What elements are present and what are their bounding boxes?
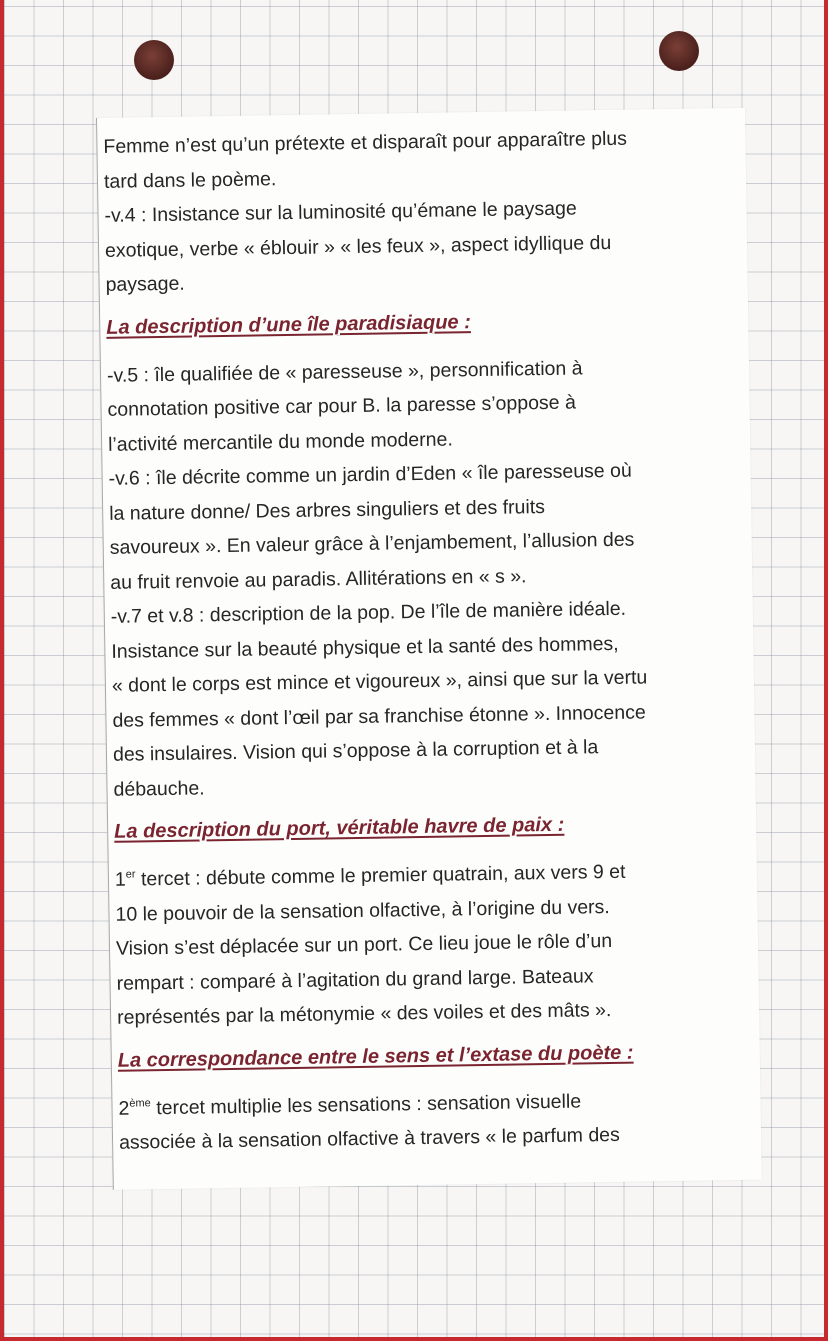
section-heading-correspondence: La correspondance entre le sens et l’extase du poète : [117,1041,634,1072]
section-heading-island: La description d’une île paradisiaque : [106,310,471,339]
intro-line: Femme n’est qu’un prétexte et disparaît pour apparaître plus [103,127,628,158]
red-margin-bottom [0,1337,828,1341]
body-line: connotation positive car pour B. la paresse s’oppose à [107,391,576,421]
ordinal-suffix: ème [129,1096,151,1110]
body-line: -v.6 : île décrite comme un jardin d’Eden « île paresseuse où [108,459,632,490]
ordinal-suffix: er [125,868,136,881]
section-heading-port: La description du port, véritable havre de paix : [114,813,565,843]
body-line: savoureux ». En valeur grâce à l’enjambement, l’allusion des [109,528,635,559]
punch-hole-right [659,31,699,71]
body-line: au fruit renvoie au paradis. Allitérations en « s ». [110,564,527,594]
body-line: associée à la sensation olfactive à travers « le parfum des [118,1123,620,1154]
notes-card [96,108,762,1190]
intro-line: tard dans le poème. [103,167,277,193]
intro-line: exotique, verbe « éblouir » « les feux », aspect idyllique du [104,231,612,262]
body-line: représentés par la métonymie « des voiles et des mâts ». [116,999,612,1029]
body-line: -v.5 : île qualifiée de « paresseuse », personnification à [106,356,583,387]
red-margin-left [0,0,4,1341]
intro-line: paysage. [105,272,185,296]
body-line-text: tercet multiplie les sensations : sensation visuelle [150,1090,582,1119]
body-line: Vision s’est déplacée sur un port. Ce lieu joue le rôle d’un [115,929,613,960]
body-line: Insistance sur la beauté physique et la santé des hommes, [111,632,619,663]
body-line: -v.7 et v.8 : description de la pop. De l’île de manière idéale. [110,597,627,628]
body-line: rempart : comparé à l’agitation du grand large. Bateaux [116,964,594,995]
body-line: « dont le corps est mince et vigoureux », ainsi que sur la vertu [111,666,648,697]
ordinal-number: 2 [118,1097,130,1120]
intro-line: -v.4 : Insistance sur la luminosité qu’émane le paysage [104,197,577,227]
body-line: la nature donne/ Des arbres singuliers et des fruits [109,495,546,525]
body-line: débauche. [113,776,205,801]
body-line: 10 le pouvoir de la sensation olfactive, à l’origine du vers. [115,895,610,926]
ordinal-number: 1 [114,868,126,891]
notes-content [103,120,751,1160]
body-line-text: tercet : débute comme le premier quatrain, aux vers 9 et [135,860,626,891]
red-margin-right [824,0,828,1341]
body-line: l’activité mercantile du monde moderne. [107,427,453,456]
punch-hole-left [134,40,174,80]
body-line: des femmes « dont l’œil par sa franchise étonne ». Innocence [112,700,646,732]
body-line: des insulaires. Vision qui s’oppose à la corruption et à la [112,736,599,766]
